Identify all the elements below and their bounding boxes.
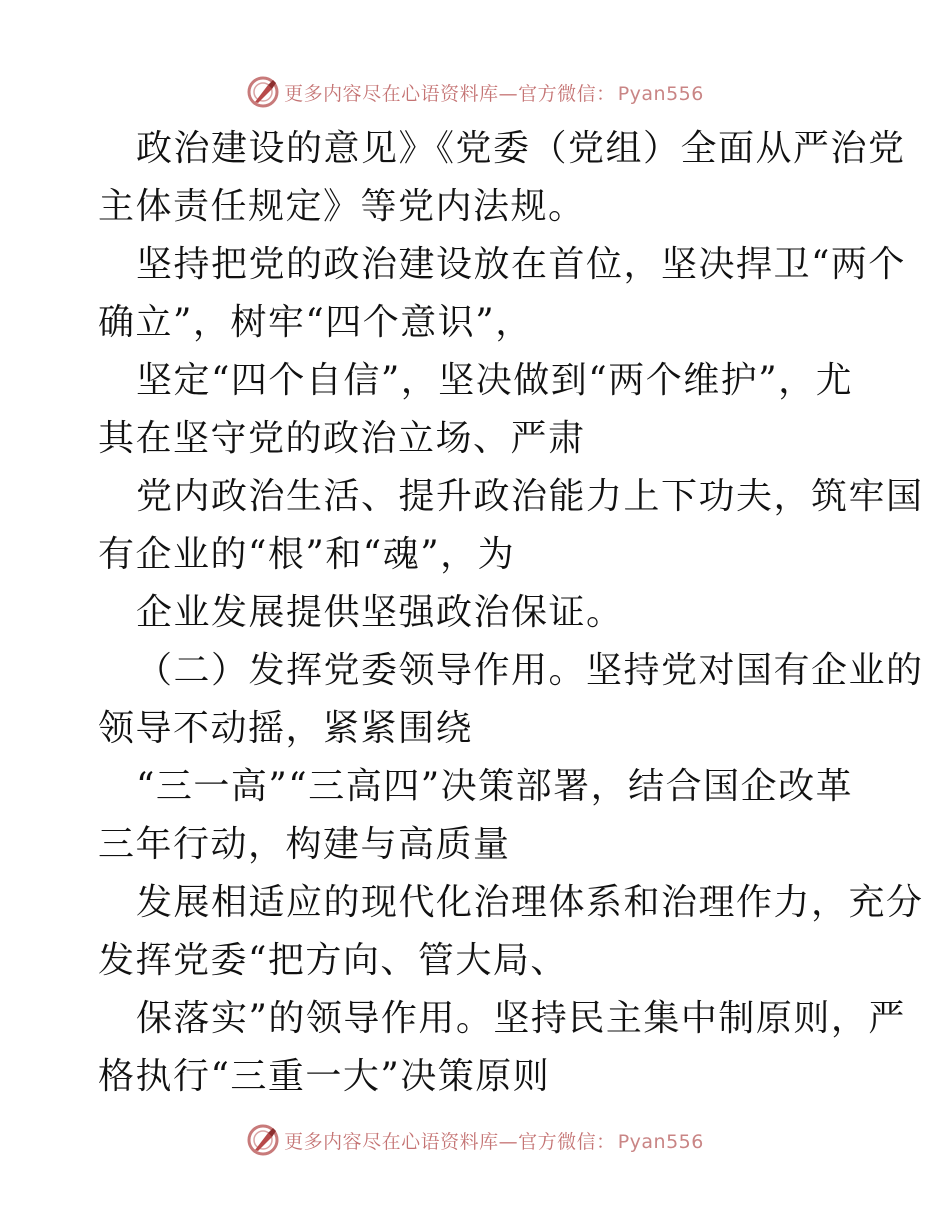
watermark-official: 官方微信： bbox=[518, 82, 616, 105]
watermark-wechat-id: Pyan556 bbox=[617, 82, 704, 105]
text-line: 保落实”的领导作用。坚持民主集中制原则，严 bbox=[136, 998, 906, 1039]
text-line: 确立”，树牢“四个意识”， bbox=[98, 302, 533, 343]
text-line: 政治建设的意见》《党委（党组）全面从严治党 bbox=[136, 128, 906, 169]
watermark-text bbox=[284, 79, 704, 106]
text-line: 领导不动摇，紧紧围绕 bbox=[98, 708, 474, 749]
text-line: 三年行动，构建与高质量 bbox=[98, 824, 511, 865]
watermark-dash: — bbox=[498, 82, 519, 105]
text-line: （二）发挥党委领导作用。坚持党对国有企业的 bbox=[136, 650, 924, 691]
text-line: 企业发展提供坚强政治保证。 bbox=[136, 592, 624, 633]
text-line: 发展相适应的现代化治理体系和治理作力，充分 bbox=[136, 882, 924, 923]
watermark-main: 更多内容尽在心语资料库 bbox=[284, 1130, 499, 1153]
pen-nib-logo-icon bbox=[246, 75, 280, 109]
text-line: “三一高”“三高四”决策部署，结合国企改革 bbox=[136, 766, 854, 807]
watermark-wechat-id: Pyan556 bbox=[617, 1130, 704, 1153]
watermark-official: 官方微信： bbox=[518, 1130, 616, 1153]
text-line: 党内政治生活、提升政治能力上下功夫，筑牢国 bbox=[136, 476, 924, 517]
text-line: 格执行“三重一大”决策原则 bbox=[98, 1056, 551, 1097]
watermark-dash: — bbox=[498, 1130, 519, 1153]
document-body bbox=[98, 120, 924, 1106]
text-line: 有企业的“根”和“魂”，为 bbox=[98, 534, 516, 575]
watermark-text bbox=[284, 1127, 704, 1154]
text-line: 主体责任规定》等党内法规。 bbox=[98, 186, 586, 227]
text-line: 坚定“四个自信”，坚决做到“两个维护”，尤 bbox=[136, 360, 854, 401]
text-line: 坚持把党的政治建设放在首位，坚决捍卫“两个 bbox=[136, 244, 906, 285]
text-line: 发挥党委“把方向、管大局、 bbox=[98, 940, 568, 981]
footer-watermark bbox=[0, 1120, 950, 1160]
watermark-main: 更多内容尽在心语资料库 bbox=[284, 82, 499, 105]
text-line: 其在坚守党的政治立场、严肃 bbox=[98, 418, 586, 459]
pen-nib-logo-icon bbox=[246, 1123, 280, 1157]
header-watermark bbox=[0, 72, 950, 112]
